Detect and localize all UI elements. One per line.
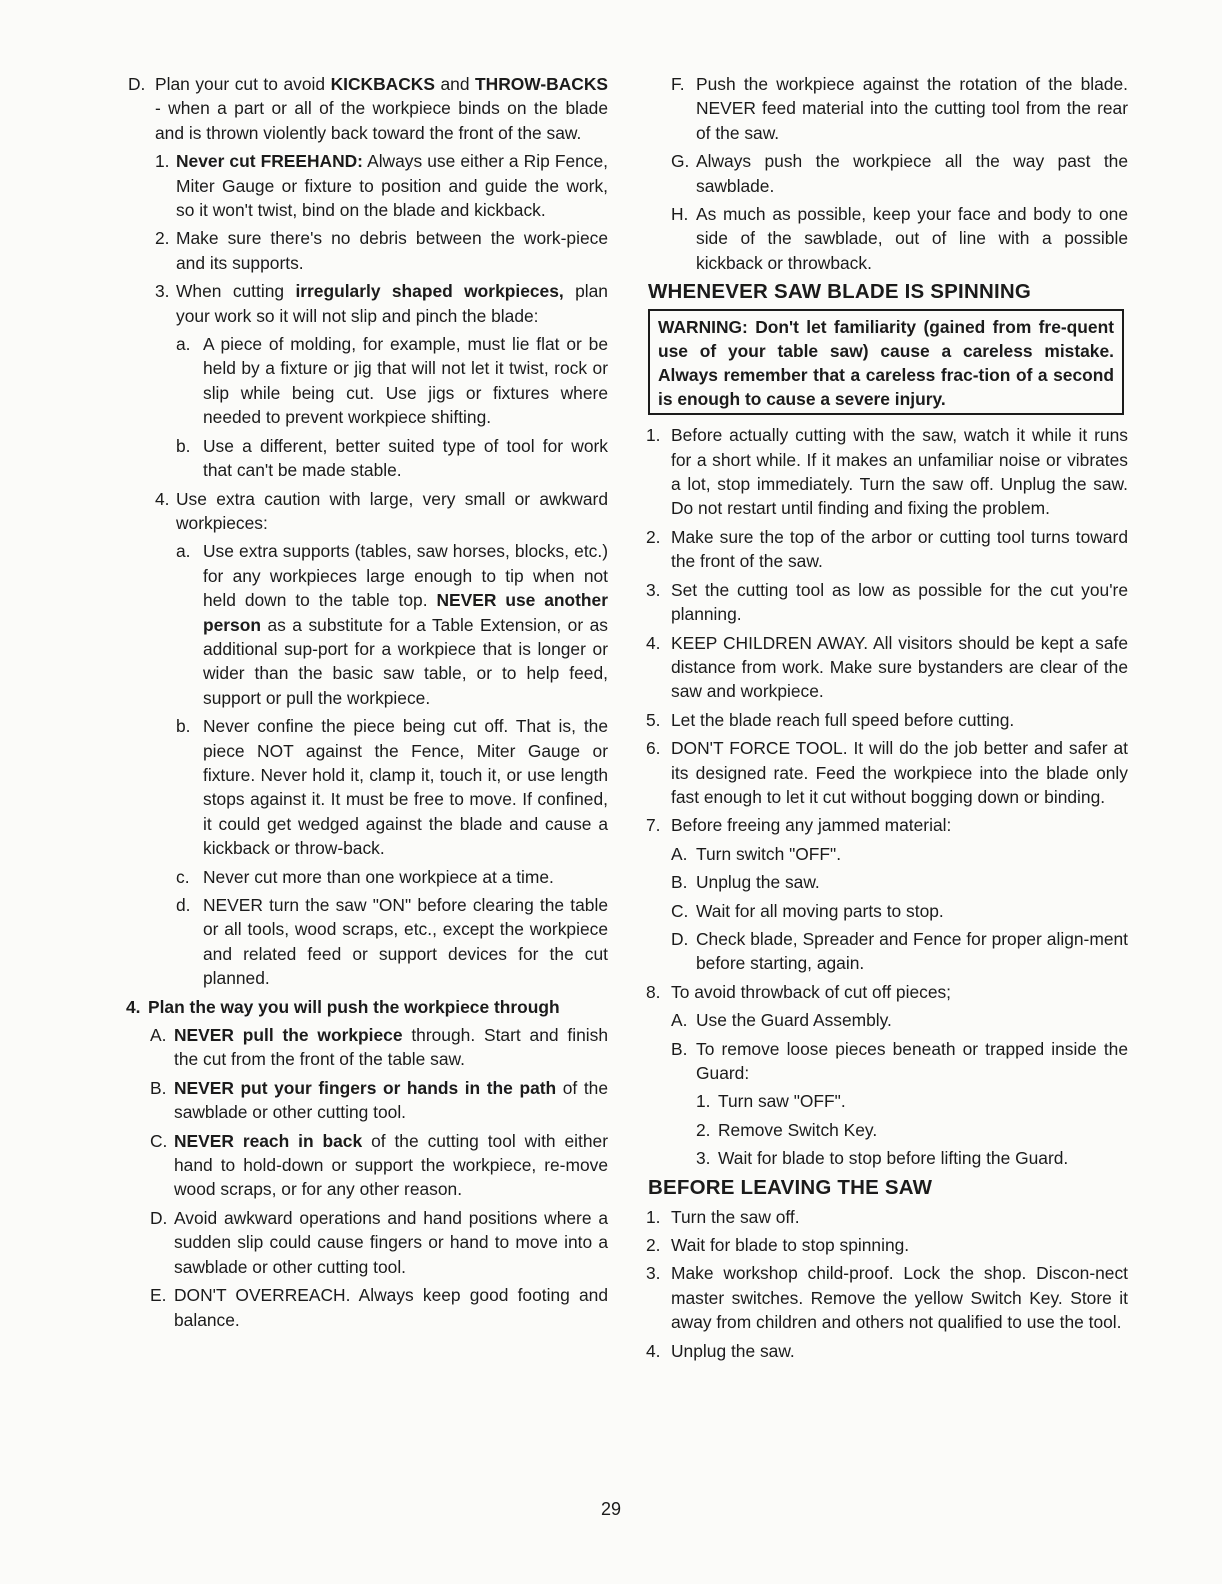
list-item-d4c: c. Never cut more than one workpiece at a time. xyxy=(176,866,554,887)
list-item-b3: 3. Make workshop child-proof. Lock the shop. Discon-nect master switches. Remove the yellow Switch Key. Store it away from children and others not qualified to use the tool. xyxy=(646,1263,1128,1333)
list-item-d4b: b. Never confine the piece being cut off. That is, the piece NOT against the Fence, Miter Gauge or fixture. Never hold it, clamp it, touch it, or use length stops against it. It must be free to move. If confined, it could get wedged against the blade and cause a kickback or throw-back. xyxy=(176,716,608,859)
list-item-h: H. As much as possible, keep your face and body to one side of the sawblade, out of line with a possible kickback or throwback. xyxy=(671,204,1128,273)
page-number: 29 xyxy=(600,1499,622,1519)
list-item-push-a: A. NEVER pull the workpiece through. Start and finish the cut from the front of the table saw. xyxy=(150,1025,609,1070)
list-item-push-b: B. NEVER put your fingers or hands in the path of the sawblade or other cutting tool. xyxy=(150,1077,609,1123)
list-item-s7c: C. Wait for all moving parts to stop. xyxy=(671,900,944,921)
list-item-push-e: E. DON'T OVERREACH. Always keep good footing and balance. xyxy=(150,1285,608,1330)
heading-before-leaving: BEFORE LEAVING THE SAW xyxy=(648,1175,933,1199)
list-item-f: F. Push the workpiece against the rotation of the blade. NEVER feed material into the cutting tool from the rear of the saw. xyxy=(671,74,1128,143)
list-item-b1: 1. Turn the saw off. xyxy=(646,1206,800,1227)
left-column xyxy=(128,72,608,1336)
list-item-s4: 4. KEEP CHILDREN AWAY. All visitors should be kept a safe distance from work. Make sure bystanders are clear of the saw and workpiece. xyxy=(646,632,1128,702)
list-item-s6: 6. DON'T FORCE TOOL. It will do the job better and safer at its designed rate. Feed the workpiece into the blade only fast enough to let it cut without bogging down or binding. xyxy=(646,738,1128,807)
list-item-s8b: B. To remove loose pieces beneath or trapped inside the Guard: xyxy=(671,1038,1128,1083)
list-item-s7b: B. Unplug the saw. xyxy=(671,872,820,893)
list-item-d4: 4. Use extra caution with large, very small or awkward workpieces: xyxy=(155,488,608,533)
list-item-d2: 2. Make sure there's no debris between the work-piece and its supports. xyxy=(155,228,608,273)
list-item-s7a: A. Turn switch "OFF". xyxy=(671,843,842,864)
list-item-s7: 7. Before freeing any jammed material: xyxy=(646,815,952,836)
list-item-g: G. Always push the workpiece all the way past the sawblade. xyxy=(671,151,1128,196)
right-column xyxy=(646,72,1128,1367)
list-item-d3a: a. A piece of molding, for example, must lie flat or be held by a fixture or jig that will not let it twist, rock or slip while being cut. Use jigs or fixtures where needed to prevent workpiece shifting. xyxy=(176,334,608,428)
list-item-s2: 2. Make sure the top of the arbor or cutting tool turns toward the front of the saw. xyxy=(646,526,1128,572)
list-item-b2: 2. Wait for blade to stop spinning. xyxy=(646,1235,910,1256)
list-item-d3b: b. Use a different, better suited type of tool for work that can't be made stable. xyxy=(176,435,608,481)
list-item-d4a: a. Use extra supports (tables, saw horses, blocks, etc.) for any workpieces large enough to tip when not held down to the table top. NEVER use another person as a substitute for a Table Extension, or as additional sup-port for a workpiece that is longer or wider than the basic saw table, or to help feed, support or pull the workpiece. xyxy=(176,541,608,708)
warning-box: WARNING: Don't let familiarity (gained from fre-quent use of your table saw) cause a careless mistake. Always remember that a careless frac-tion of a second is enough to cause a severe injury. xyxy=(648,309,1124,415)
list-item-d1: 1. Never cut FREEHAND: Always use either a Rip Fence, Miter Gauge or fixture to position and guide the work, so it won't twist, bind on the blade and kickback. xyxy=(155,151,609,221)
list-item-b4: 4. Unplug the saw. xyxy=(646,1340,795,1361)
list-item-s7d: D. Check blade, Spreader and Fence for proper align-ment before starting, again. xyxy=(671,928,1128,974)
list-item-d3: 3. When cutting irregularly shaped workpieces, plan your work so it will not slip and pinch the blade: xyxy=(155,281,608,326)
list-item-s1: 1. Before actually cutting with the saw, watch it while it runs for a short while. If it makes an unfamiliar noise or vibrates a lot, stop immediately. Turn the saw off. Unplug the saw. Do not restart until finding and fixing the problem. xyxy=(646,425,1128,519)
list-item-s8b3: 3. Wait for blade to stop before lifting the Guard. xyxy=(696,1148,1069,1169)
list-item-s8a: A. Use the Guard Assembly. xyxy=(671,1010,892,1031)
list-item-push-d: D. Avoid awkward operations and hand positions where a sudden slip could cause fingers or hand to move into a sawblade or other cutting tool. xyxy=(150,1207,608,1277)
list-item-d: D. Plan your cut to avoid KICKBACKS and THROW-BACKS - when a part or all of the workpiece binds on the blade and is thrown violently back toward the front of the saw. xyxy=(128,74,608,143)
list-item-plan-push: 4. Plan the way you will push the workpiece through xyxy=(126,996,560,1017)
list-item-d4d: d. NEVER turn the saw "ON" before clearing the table or all tools, wood scraps, etc., except the workpiece and related feed or support devices for the cut planned. xyxy=(176,895,608,989)
list-item-s5: 5. Let the blade reach full speed before cutting. xyxy=(646,709,1015,730)
list-item-s8b2: 2. Remove Switch Key. xyxy=(696,1119,878,1140)
list-item-s3: 3. Set the cutting tool as low as possible for the cut you're planning. xyxy=(646,579,1128,625)
heading-whenever-spinning: WHENEVER SAW BLADE IS SPINNING xyxy=(648,280,1032,304)
list-item-s8: 8. To avoid throwback of cut off pieces; xyxy=(646,981,952,1002)
list-item-push-c: C. NEVER reach in back of the cutting tool with either hand to hold-down or support the workpiece, re-move wood scraps, or for any other reason. xyxy=(150,1130,608,1200)
list-item-s8b1: 1. Turn saw "OFF". xyxy=(696,1091,846,1112)
